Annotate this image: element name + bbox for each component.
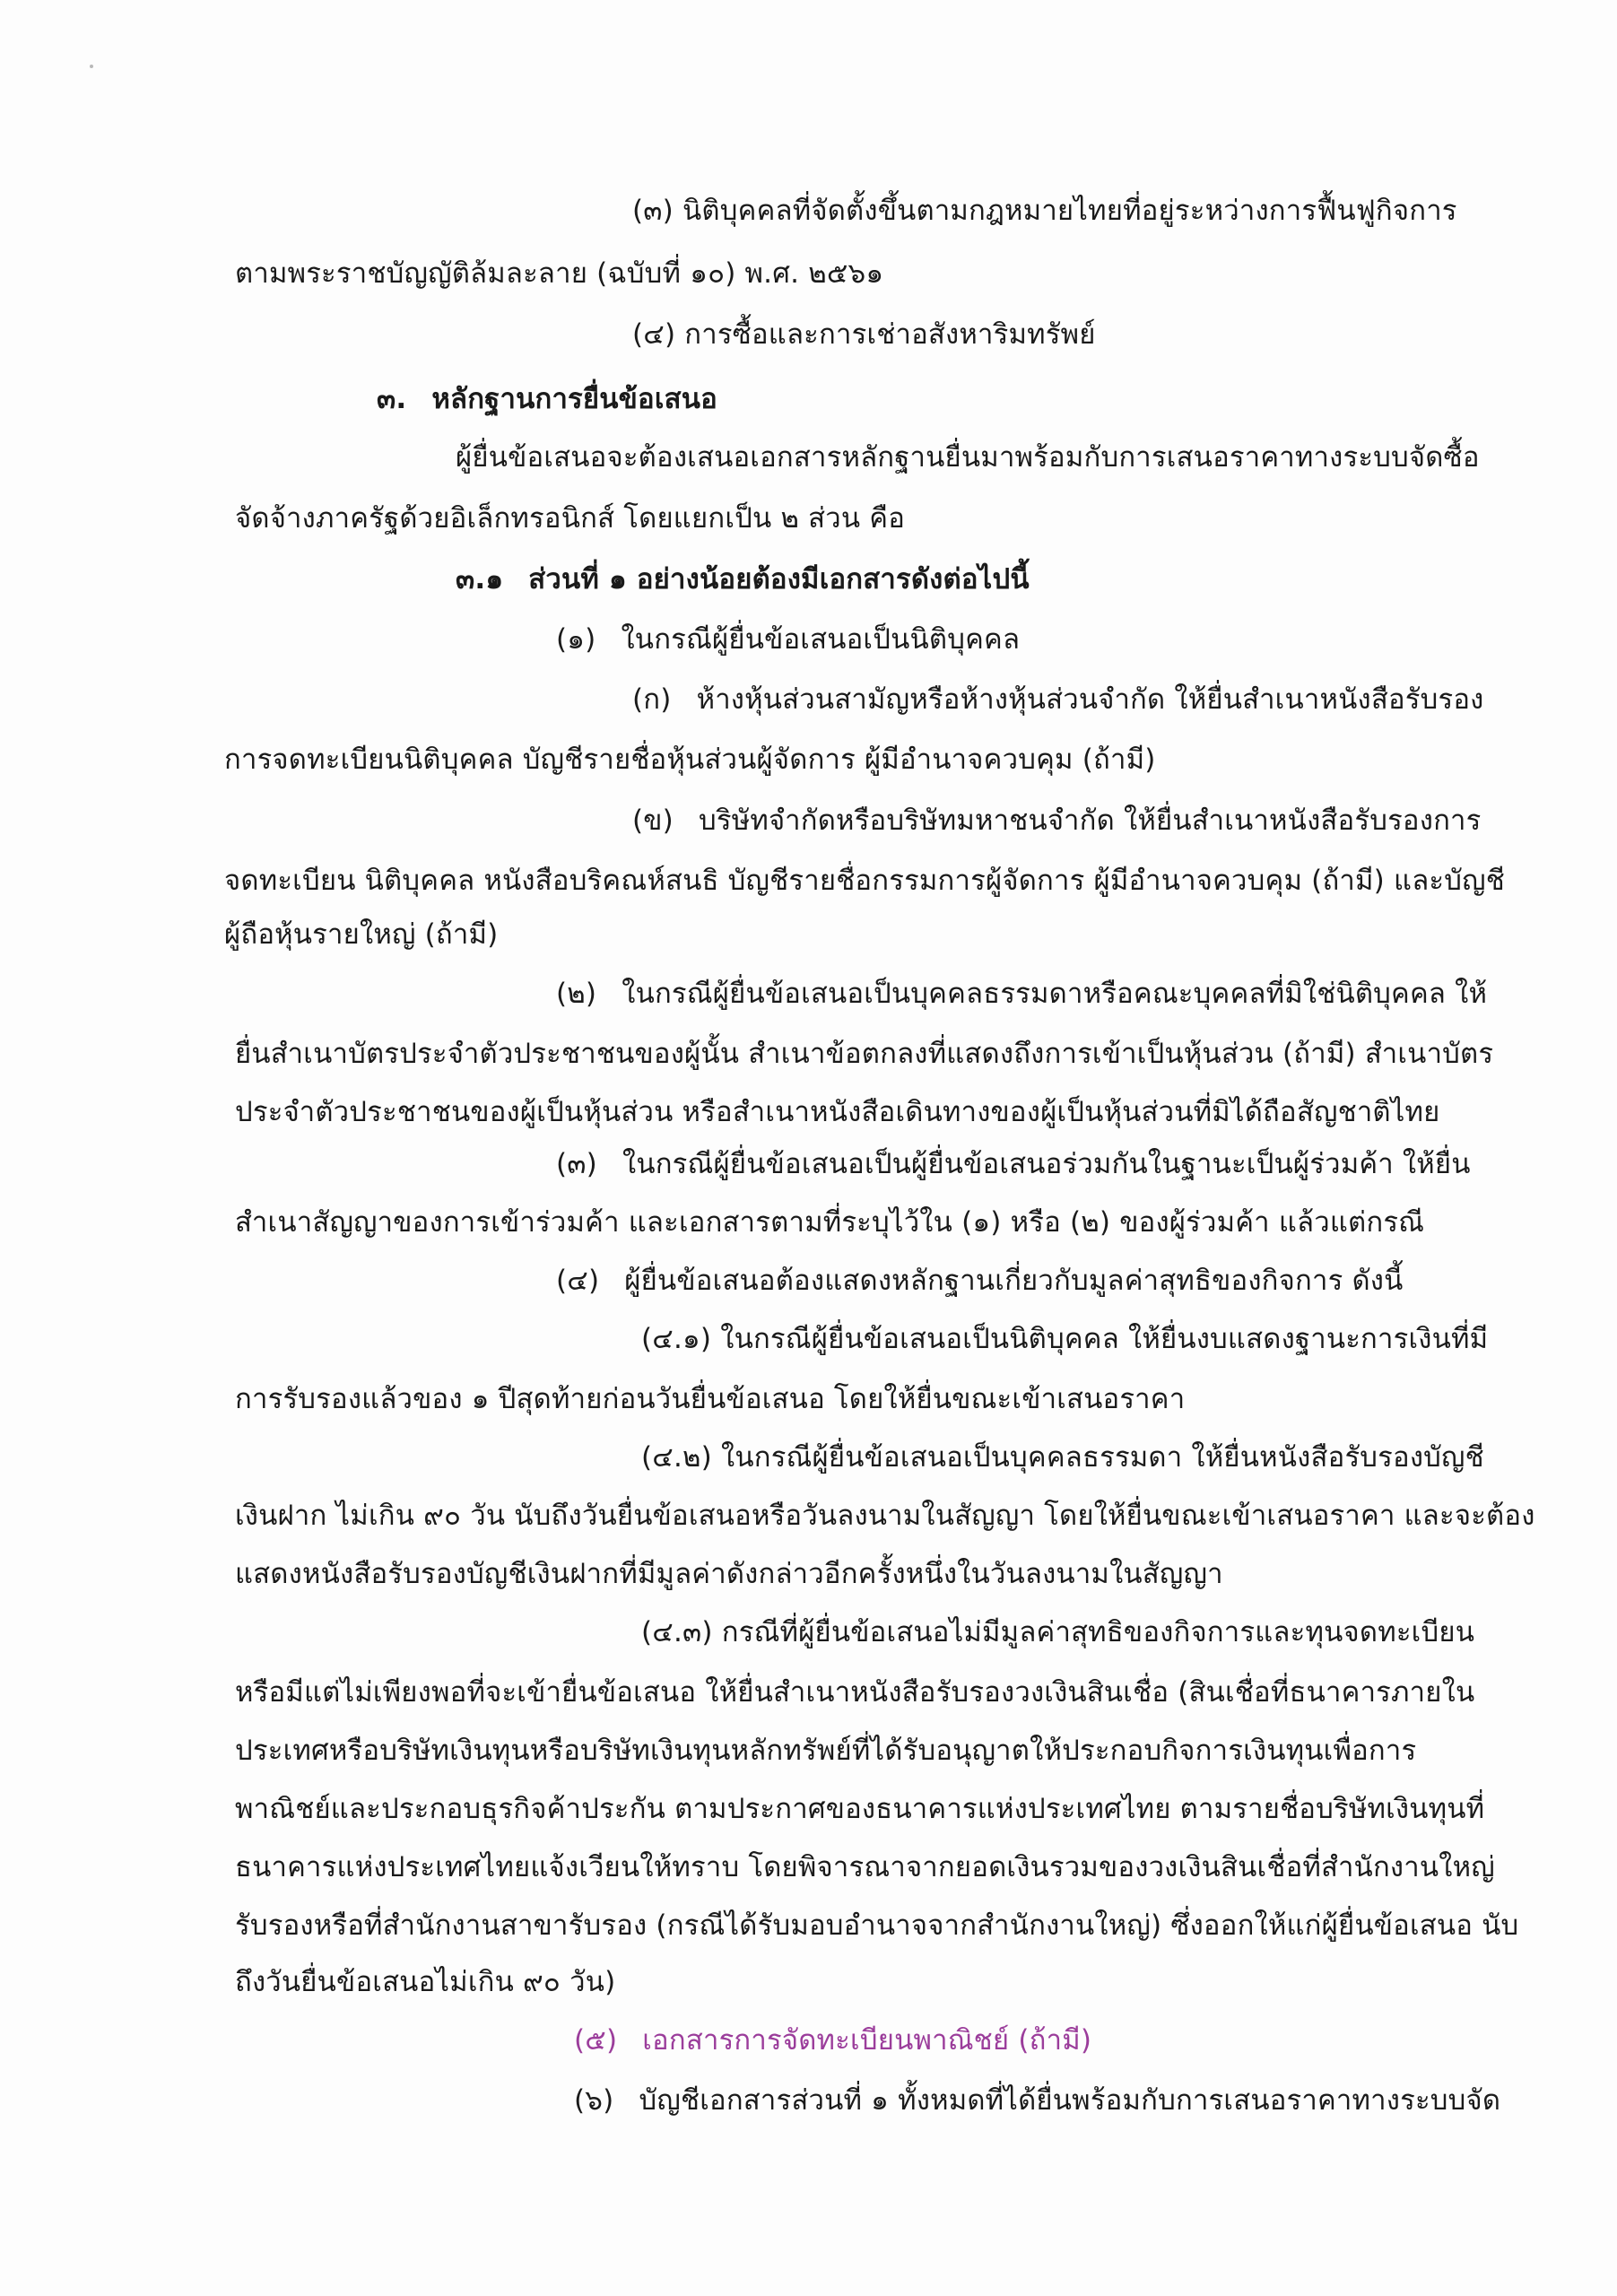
text-line: หรือมีแต่ไม่เพียงพอที่จะเข้ายื่นข้อเสนอ ให้ยื่นสำเนาหนังสือรับรองวงเงินสินเชื่อ (สินเชื่อที่ธนาคารภายใน [235,1676,1475,1709]
item-number: (๕) [574,2024,618,2057]
text-line: การจดทะเบียนนิติบุคคล บัญชีรายชื่อหุ้นส่วนผู้จัดการ ผู้มีอำนาจควบคุม (ถ้ามี) [224,744,1156,776]
text-line: ประจำตัวประชาชนของผู้เป็นหุ้นส่วน หรือสำเนาหนังสือเดินทางของผู้เป็นหุ้นส่วนที่มิได้ถือสัญชาติไทย [235,1096,1440,1128]
list-item [556,1146,1471,1182]
text-line: พาณิชย์และประกอบธุรกิจค้าประกัน ตามประกาศของธนาคารแห่งประเทศไทย ตามรายชื่อบริษัทเงินทุนที่ [235,1793,1485,1825]
item-text: ผู้ยื่นข้อเสนอต้องแสดงหลักฐานเกี่ยวกับมูลค่าสุทธิของกิจการ ดังนี้ [624,1265,1404,1297]
list-item [632,682,1484,718]
list-item [556,976,1487,1012]
section-number: ๓. [377,383,407,415]
list-item [632,803,1482,839]
text-line: ผู้ยื่นข้อเสนอจะต้องเสนอเอกสารหลักฐานยื่นมาพร้อมกับการเสนอราคาทางระบบจัดซื้อ [456,441,1480,474]
text-line: การรับรองแล้วของ ๑ ปีสุดท้ายก่อนวันยื่นข้อเสนอ โดยให้ยื่นขณะเข้าเสนอราคา [235,1383,1186,1415]
text-line: สำเนาสัญญาของการเข้าร่วมค้า และเอกสารตามที่ระบุไว้ใน (๑) หรือ (๒) ของผู้ร่วมค้า แล้วแต่กรณี [235,1206,1425,1239]
item-number: (ก) [632,683,672,716]
list-item [556,622,1020,657]
item-text: เอกสารการจัดทะเบียนพาณิชย์ (ถ้ามี) [642,2024,1092,2057]
text-line: ธนาคารแห่งประเทศไทยแจ้งเวียนให้ทราบ โดยพิจารณาจากยอดเงินรวมของวงเงินสินเชื่อที่สำนักงานใหญ่ [235,1851,1495,1883]
text-line: ประเทศหรือบริษัทเงินทุนหรือบริษัทเงินทุนหลักทรัพย์ที่ได้รับอนุญาตให้ประกอบกิจการเงินทุนเพื่อการ [235,1735,1417,1767]
text-line: ผู้ถือหุ้นรายใหญ่ (ถ้ามี) [224,918,499,951]
scan-speck [90,65,93,68]
subsection-title: ส่วนที่ ๑ อย่างน้อยต้องมีเอกสารดังต่อไปนี้ [528,563,1030,596]
item-text: บริษัทจำกัดหรือบริษัทมหาชนจำกัด ให้ยื่นสำเนาหนังสือรับรองการ [698,804,1482,837]
subsection-number: ๓.๑ [456,563,504,596]
list-item-highlighted [574,2022,1091,2058]
item-number: (๑) [556,623,596,656]
section-title: หลักฐานการยื่นข้อเสนอ [431,383,717,415]
text-line: รับรองหรือที่สำนักงานสาขารับรอง (กรณีได้รับมอบอำนาจจากสำนักงานใหญ่) ซึ่งออกให้แก่ผู้ยื่นข้อเสนอ นับ [235,1909,1519,1942]
item-text: ในกรณีผู้ยื่นข้อเสนอเป็นนิติบุคคล [621,623,1021,656]
text-line: ตามพระราชบัญญัติล้มละลาย (ฉบับที่ ๑๐) พ.ศ. ๒๕๖๑ [235,257,884,290]
subsection-heading [456,561,1030,597]
text-line: ยื่นสำเนาบัตรประจำตัวประชาชนของผู้นั้น สำเนาข้อตกลงที่แสดงถึงการเข้าเป็นหุ้นส่วน (ถ้ามี) สำเนาบัตร [235,1038,1494,1070]
text-line: (๔.๓) กรณีที่ผู้ยื่นข้อเสนอไม่มีมูลค่าสุทธิของกิจการและทุนจดทะเบียน [641,1616,1475,1648]
list-item [574,2083,1500,2118]
item-number: (ข) [632,804,674,837]
item-number: (๒) [556,978,597,1010]
text-line: จัดจ้างภาครัฐด้วยอิเล็กทรอนิกส์ โดยแยกเป็น ๒ ส่วน คือ [235,502,906,535]
item-text: ในกรณีผู้ยื่นข้อเสนอเป็นบุคคลธรรมดาหรือคณะบุคคลที่มิใช่นิติบุคคล ให้ [622,978,1488,1010]
text-line: (๔.๒) ในกรณีผู้ยื่นข้อเสนอเป็นบุคคลธรรมดา ให้ยื่นหนังสือรับรองบัญชี [641,1441,1484,1474]
text-line: (๔.๑) ในกรณีผู้ยื่นข้อเสนอเป็นนิติบุคคล ให้ยื่นงบแสดงฐานะการเงินที่มี [641,1323,1489,1355]
item-text: ห้างหุ้นส่วนสามัญหรือห้างหุ้นส่วนจำกัด ให้ยื่นสำเนาหนังสือรับรอง [696,683,1484,716]
list-item [556,1263,1404,1299]
text-line: ถึงวันยื่นข้อเสนอไม่เกิน ๙๐ วัน) [235,1966,616,1998]
text-line: เงินฝาก ไม่เกิน ๙๐ วัน นับถึงวันยื่นข้อเสนอหรือวันลงนามในสัญญา โดยให้ยื่นขณะเข้าเสนอราคา และจะต้อง [235,1500,1535,1532]
section-heading [377,381,717,417]
item-number: (๖) [574,2084,614,2117]
text-line: (๓) นิติบุคคลที่จัดตั้งขึ้นตามกฎหมายไทยที่อยู่ระหว่างการฟื้นฟูกิจการ [632,195,1457,227]
item-number: (๔) [556,1265,600,1297]
item-number: (๓) [556,1148,597,1180]
item-text: ในกรณีผู้ยื่นข้อเสนอเป็นผู้ยื่นข้อเสนอร่วมกันในฐานะเป็นผู้ร่วมค้า ให้ยื่น [622,1148,1471,1180]
text-line: (๔) การซื้อและการเช่าอสังหาริมทรัพย์ [632,318,1096,351]
item-text: บัญชีเอกสารส่วนที่ ๑ ทั้งหมดที่ได้ยื่นพร้อมกับการเสนอราคาทางระบบจัด [639,2084,1501,2117]
text-line: จดทะเบียน นิติบุคคล หนังสือบริคณห์สนธิ บัญชีรายชื่อกรรมการผู้จัดการ ผู้มีอำนาจควบคุม (ถ้ามี) และบัญชี [224,865,1505,897]
text-line: แสดงหนังสือรับรองบัญชีเงินฝากที่มีมูลค่าดังกล่าวอีกครั้งหนึ่งในวันลงนามในสัญญา [235,1558,1223,1590]
